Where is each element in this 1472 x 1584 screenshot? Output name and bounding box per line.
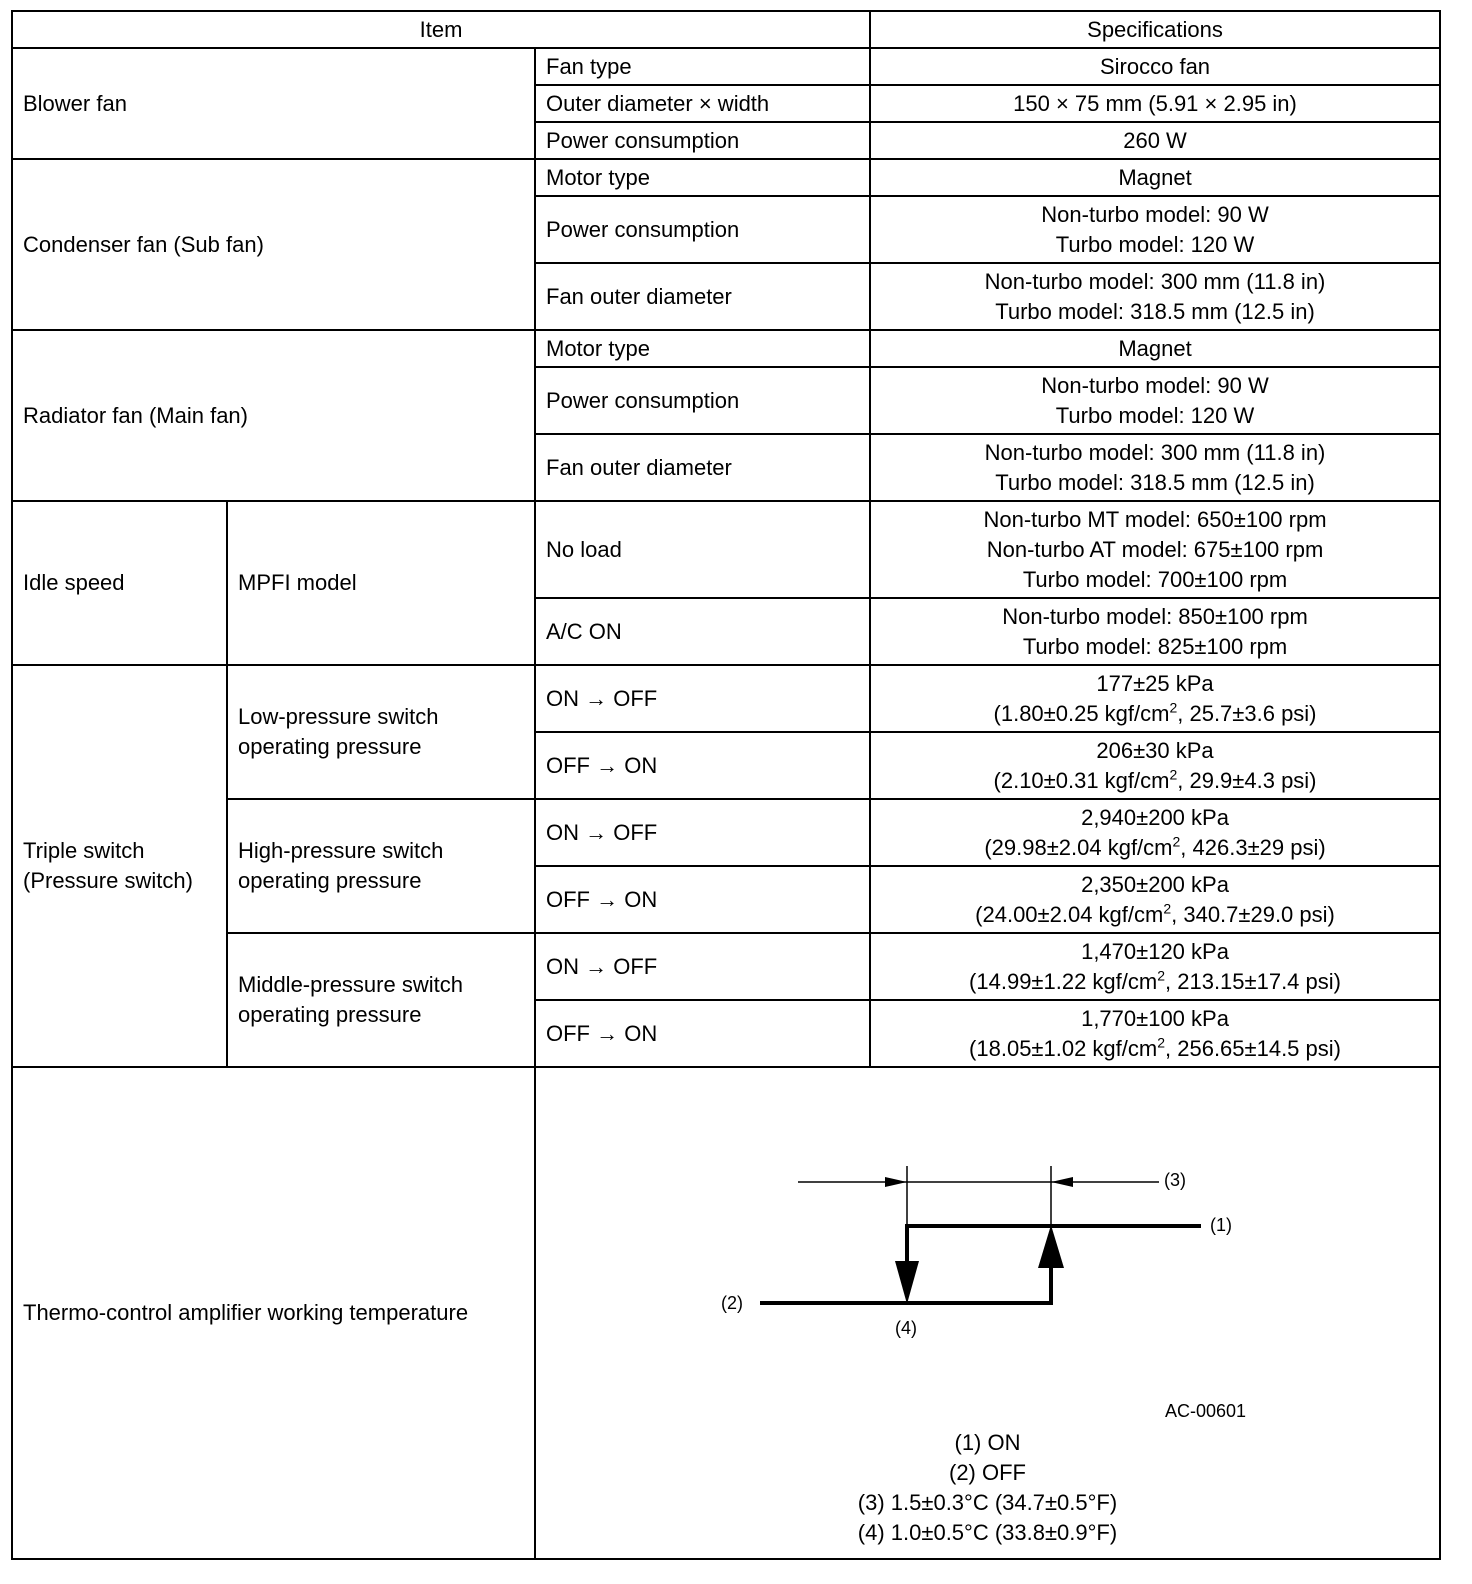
value-line: Turbo model: 120 W bbox=[1055, 402, 1255, 428]
value-cell bbox=[870, 598, 1440, 665]
group-label-line: Middle-pressure switch bbox=[238, 972, 463, 997]
conversion-line: (24.00±2.04 kgf/$cm^2$, 340.7±29.0 psi) bbox=[975, 900, 1335, 927]
kpa-line: 2,940±200 kPa bbox=[1081, 804, 1229, 830]
mpfi-model-label: MPFI model bbox=[227, 501, 535, 665]
legend-item: (3) 1.5±0.3°C (34.7±0.5°F) bbox=[857, 1490, 1118, 1515]
conversion-line: (1.80±0.25 kgf/$cm^2$, 25.7±3.6 psi) bbox=[993, 699, 1317, 726]
group-label-line: High-pressure switch bbox=[238, 838, 444, 863]
kpa-line: 1,770±100 kPa bbox=[1081, 1005, 1229, 1031]
param-cell: Power consumption bbox=[535, 196, 870, 263]
value-cell bbox=[870, 732, 1440, 799]
param-cell: ON → OFF bbox=[535, 665, 870, 732]
param-cell: Fan outer diameter bbox=[535, 434, 870, 501]
group-label-line: operating pressure bbox=[238, 734, 422, 759]
group-label-line: operating pressure bbox=[238, 868, 422, 893]
param-cell: A/C ON bbox=[535, 598, 870, 665]
middle-pressure-label bbox=[227, 933, 535, 1067]
value-cell: Sirocco fan bbox=[870, 48, 1440, 85]
thermo-diagram-cell bbox=[535, 1067, 1440, 1559]
value-cell bbox=[870, 1000, 1440, 1067]
value-line: Non-turbo model: 300 mm (11.8 in) bbox=[984, 268, 1326, 294]
table-row bbox=[12, 330, 1440, 367]
value-cell bbox=[870, 866, 1440, 933]
param-cell: OFF → ON bbox=[535, 732, 870, 799]
table-row bbox=[12, 665, 1440, 732]
value-line: Non-turbo model: 300 mm (11.8 in) bbox=[984, 439, 1326, 465]
up-arrow-icon bbox=[1038, 1225, 1064, 1268]
table-row bbox=[12, 501, 1440, 598]
value-cell bbox=[870, 159, 1440, 196]
value-line: Non-turbo model: 850±100 rpm bbox=[1002, 603, 1308, 629]
legend-item: (1) ON bbox=[954, 1430, 1021, 1455]
kpa-line: 2,350±200 kPa bbox=[1081, 871, 1229, 897]
value-cell bbox=[870, 367, 1440, 434]
value-cell bbox=[870, 799, 1440, 866]
value-line: Non-turbo MT model: 650±100 rpm bbox=[983, 506, 1327, 532]
triple-switch-line: (Pressure switch) bbox=[23, 868, 193, 893]
thermo-label: Thermo-control amplifier working temperature bbox=[12, 1067, 535, 1559]
conversion-line: (2.10±0.31 kgf/$cm^2$, 29.9±4.3 psi) bbox=[993, 766, 1317, 793]
down-arrow-icon bbox=[895, 1261, 919, 1304]
value-cell bbox=[870, 665, 1440, 732]
kpa-line: 206±30 kPa bbox=[1096, 737, 1214, 763]
hysteresis-diagram bbox=[536, 1068, 1439, 1428]
param-cell: Power consumption bbox=[535, 367, 870, 434]
value-cell bbox=[870, 196, 1440, 263]
callout-3: (3) bbox=[1164, 1170, 1186, 1190]
value-cell: 260 W bbox=[870, 122, 1440, 159]
group-label-line: operating pressure bbox=[238, 1002, 422, 1027]
high-pressure-label bbox=[227, 799, 535, 933]
group-label-line: Low-pressure switch bbox=[238, 704, 439, 729]
table-row bbox=[12, 48, 1440, 85]
param-cell: ON → OFF bbox=[535, 799, 870, 866]
callout-1: (1) bbox=[1210, 1215, 1232, 1235]
specifications-table bbox=[11, 10, 1441, 1560]
value-cell bbox=[870, 933, 1440, 1000]
callout-2: (2) bbox=[721, 1293, 743, 1313]
blower-fan-label: Blower fan bbox=[12, 48, 535, 159]
thermo-diagram bbox=[536, 1068, 1439, 1556]
value-cell bbox=[870, 330, 1440, 367]
param-cell: Power consumption bbox=[535, 122, 870, 159]
item-header: Item bbox=[12, 11, 870, 48]
table-row bbox=[12, 933, 1440, 1000]
value-line: Non-turbo model: 90 W bbox=[1041, 372, 1269, 398]
conversion-line: (29.98±2.04 kgf/$cm^2$, 426.3±29 psi) bbox=[984, 833, 1326, 860]
triple-switch-label bbox=[12, 665, 227, 1067]
dimension-arrow-left bbox=[885, 1177, 907, 1187]
triple-switch-line: Triple switch bbox=[23, 838, 145, 863]
param-cell: OFF → ON bbox=[535, 1000, 870, 1067]
param-cell: No load bbox=[535, 501, 870, 598]
value-line: Turbo model: 700±100 rpm bbox=[1022, 566, 1288, 592]
table-row bbox=[12, 159, 1440, 196]
conversion-line: (18.05±1.02 kgf/$cm^2$, 256.65±14.5 psi) bbox=[969, 1034, 1341, 1061]
param-cell: Motor type bbox=[535, 330, 870, 367]
value-line: Turbo model: 825±100 rpm bbox=[1022, 633, 1288, 659]
table-row bbox=[12, 799, 1440, 866]
table-row bbox=[12, 1067, 1440, 1559]
value-cell: 150 × 75 mm (5.91 × 2.95 in) bbox=[870, 85, 1440, 122]
value-line: Non-turbo model: 90 W bbox=[1041, 201, 1269, 227]
param-cell: Outer diameter × width bbox=[535, 85, 870, 122]
condenser-fan-label: Condenser fan (Sub fan) bbox=[12, 159, 535, 330]
value-line: Magnet bbox=[1118, 164, 1192, 190]
specifications-header: Specifications bbox=[870, 11, 1440, 48]
value-cell bbox=[870, 263, 1440, 330]
value-cell bbox=[870, 434, 1440, 501]
param-cell: OFF → ON bbox=[535, 866, 870, 933]
idle-speed-label: Idle speed bbox=[12, 501, 227, 665]
legend-item: (2) OFF bbox=[949, 1460, 1026, 1485]
value-cell bbox=[870, 501, 1440, 598]
param-cell: Motor type bbox=[535, 159, 870, 196]
dimension-arrow-right bbox=[1051, 1177, 1073, 1187]
kpa-line: 177±25 kPa bbox=[1096, 670, 1214, 696]
value-line: Turbo model: 120 W bbox=[1055, 231, 1255, 257]
callout-4: (4) bbox=[895, 1318, 917, 1338]
value-line: Non-turbo AT model: 675±100 rpm bbox=[986, 536, 1324, 562]
diagram-legend bbox=[536, 1428, 1439, 1548]
kpa-line: 1,470±120 kPa bbox=[1081, 938, 1229, 964]
figure-id: AC-00601 bbox=[1165, 1401, 1247, 1421]
conversion-line: (14.99±1.22 kgf/$cm^2$, 213.15±17.4 psi) bbox=[969, 967, 1341, 994]
low-pressure-label bbox=[227, 665, 535, 799]
param-cell: Fan outer diameter bbox=[535, 263, 870, 330]
header-row bbox=[12, 11, 1440, 48]
value-line: Turbo model: 318.5 mm (12.5 in) bbox=[995, 298, 1315, 324]
value-line: Magnet bbox=[1118, 335, 1192, 361]
param-cell: ON → OFF bbox=[535, 933, 870, 1000]
radiator-fan-label: Radiator fan (Main fan) bbox=[12, 330, 535, 501]
param-cell: Fan type bbox=[535, 48, 870, 85]
legend-item: (4) 1.0±0.5°C (33.8±0.9°F) bbox=[857, 1520, 1118, 1545]
value-line: Turbo model: 318.5 mm (12.5 in) bbox=[995, 469, 1315, 495]
